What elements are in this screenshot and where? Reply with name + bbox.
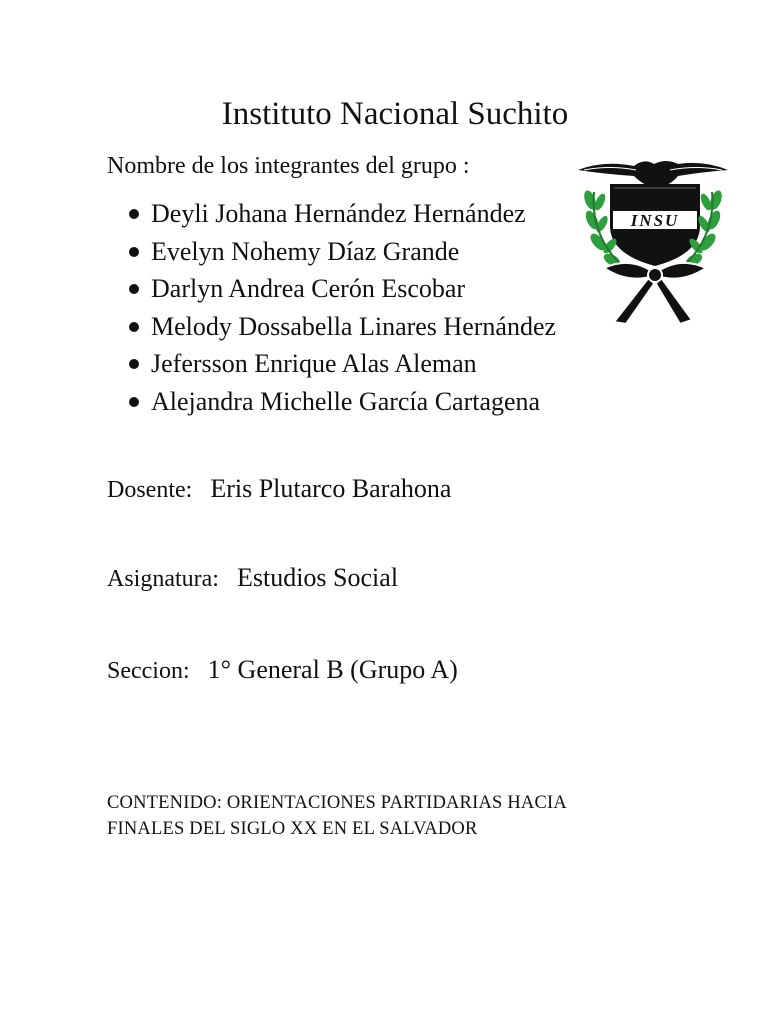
bullet-icon <box>129 359 139 369</box>
content-line-2: FINALES DEL SIGLO XX EN EL SALVADOR <box>107 819 478 839</box>
list-item <box>127 270 556 308</box>
subject-value: Estudios Social <box>236 563 399 592</box>
section-value: 1° General B (Grupo A) <box>207 655 458 684</box>
crest-text: INSU <box>630 211 680 230</box>
member-name: Evelyn Nohemy Díaz Grande <box>151 236 460 266</box>
list-item <box>127 233 556 271</box>
bullet-icon <box>129 209 139 219</box>
member-name: Jefersson Enrique Alas Aleman <box>151 349 477 378</box>
bullet-icon <box>129 247 139 257</box>
list-item <box>127 383 556 421</box>
member-name: Darlyn Andrea Cerón Escobar <box>151 274 466 303</box>
member-name: Melody Dossabella Linares Hernández <box>151 311 557 341</box>
bullet-icon <box>129 284 139 294</box>
list-item <box>127 345 556 383</box>
member-name: Alejandra Michelle García Cartagena <box>151 386 541 416</box>
members-list <box>127 195 556 420</box>
teacher-field <box>107 474 451 504</box>
subject-label: Asignatura: <box>107 566 219 592</box>
teacher-value: Eris Plutarco Barahona <box>210 474 452 503</box>
members-heading: Nombre de los integrantes del grupo : <box>107 153 470 179</box>
bullet-icon <box>129 322 139 332</box>
teacher-label: Dosente: <box>107 477 193 503</box>
list-item <box>127 195 556 233</box>
member-name: Deyli Johana Hernández Hernández <box>151 199 526 228</box>
list-item <box>127 308 556 346</box>
page-title: Instituto Nacional Suchito <box>221 96 569 132</box>
section-label: Seccion: <box>107 658 190 684</box>
ribbon-bow <box>604 263 706 324</box>
bullet-icon <box>129 397 139 407</box>
school-crest-icon <box>574 156 732 326</box>
subject-field <box>107 563 398 593</box>
section-field <box>107 655 458 685</box>
content-line-1: CONTENIDO: ORIENTACIONES PARTIDARIAS HACIA <box>107 793 567 813</box>
content-topic <box>107 790 667 842</box>
